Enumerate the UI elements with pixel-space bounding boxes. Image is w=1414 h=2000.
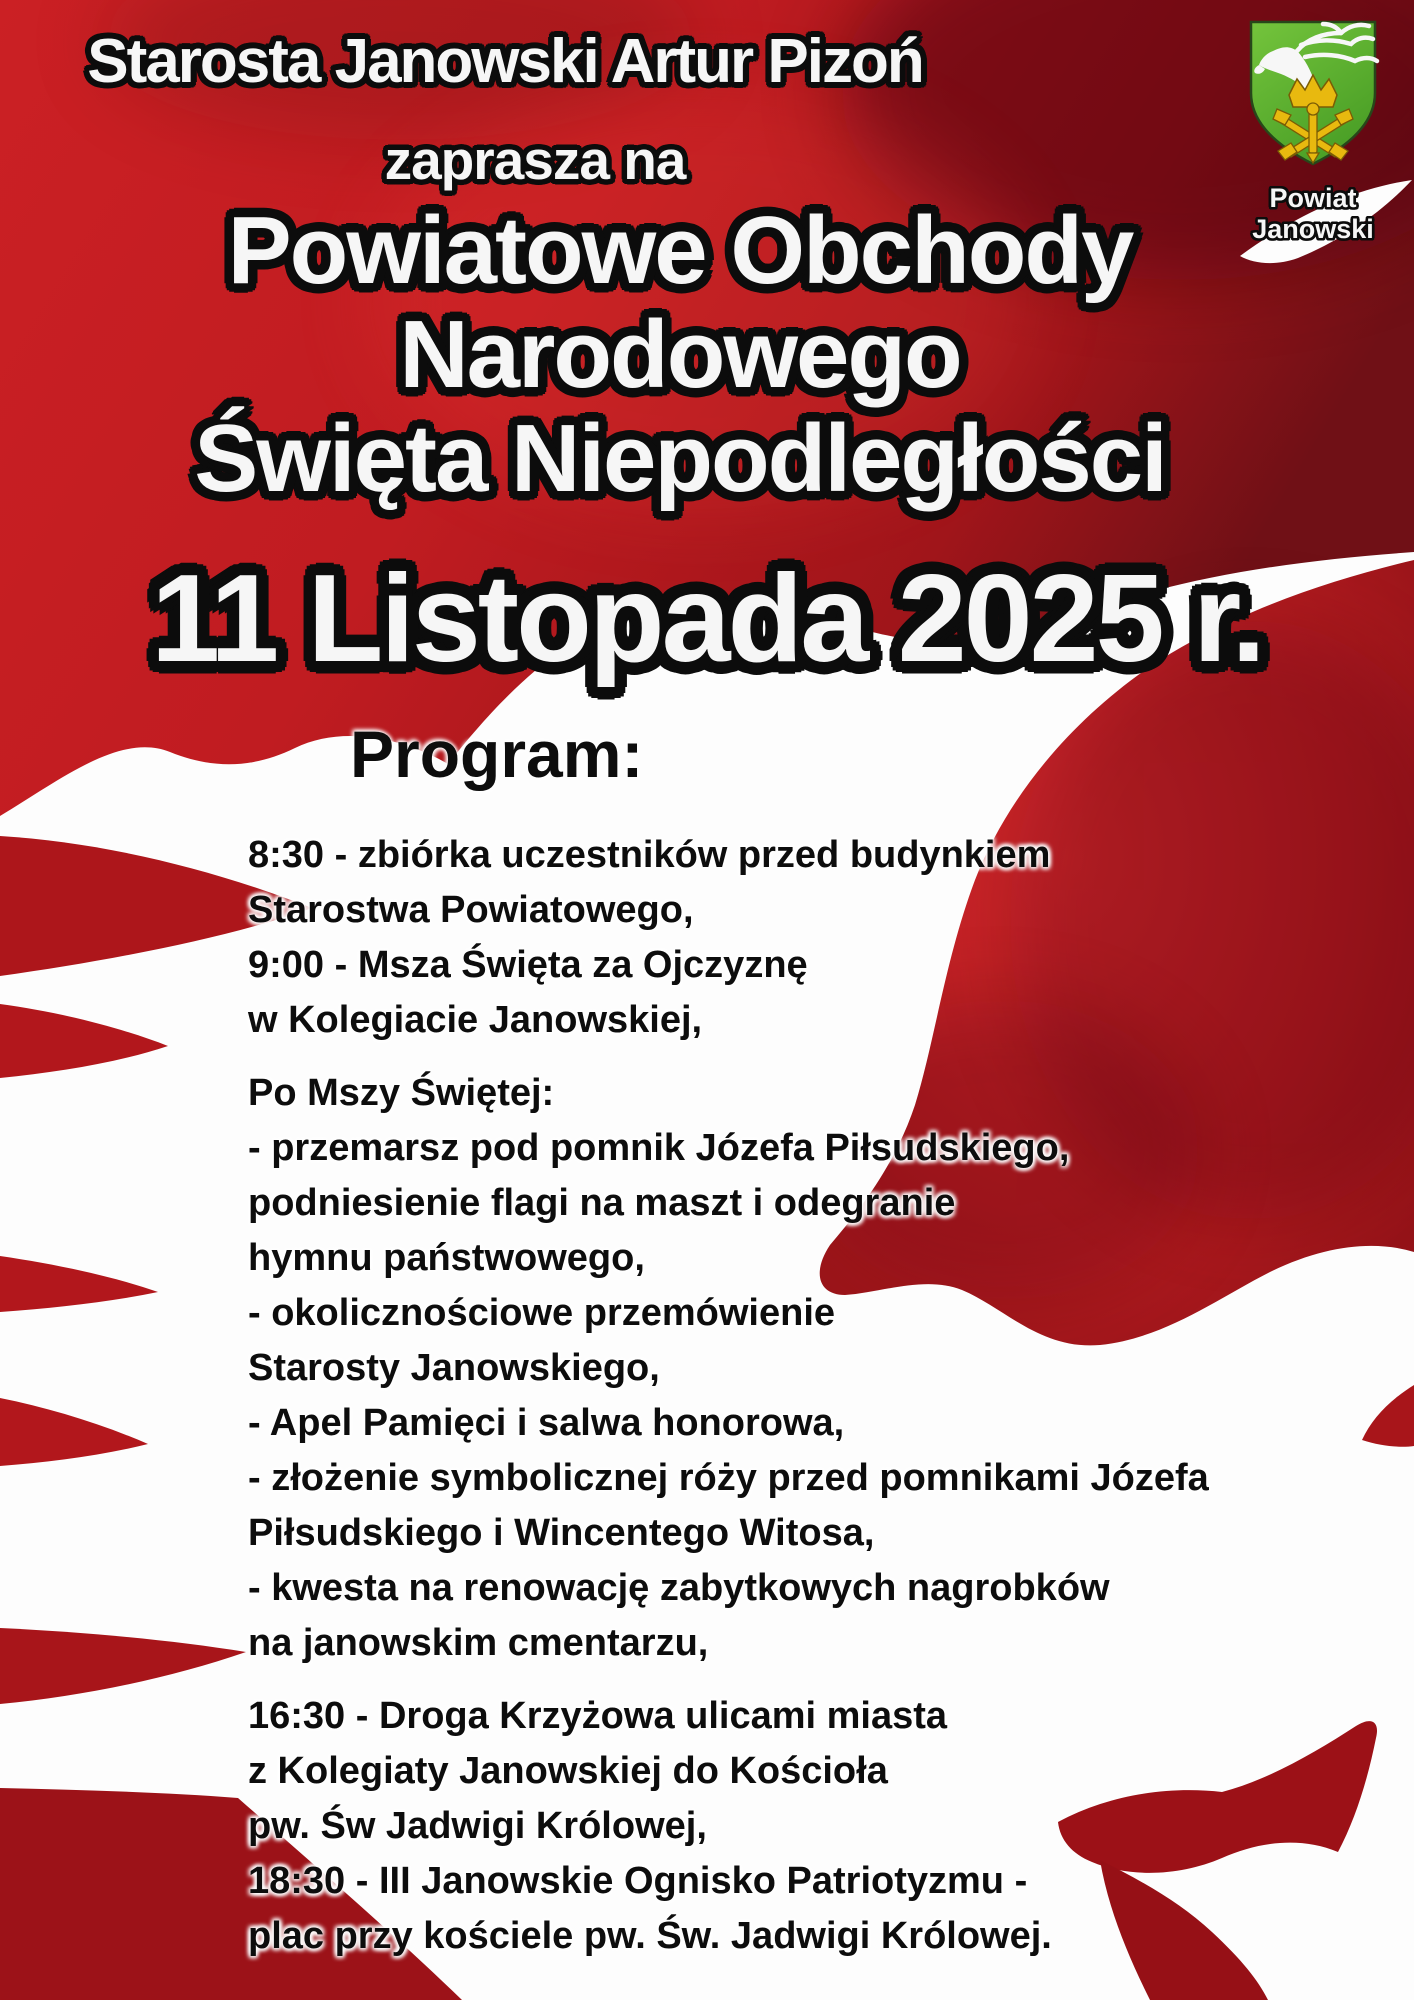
program-line: podniesienie flagi na maszt i odegranie	[248, 1182, 956, 1224]
program-line: 8:30 - zbiórka uczestników przed budynkiem	[248, 834, 1051, 876]
program-line: w Kolegiacie Janowskiej,	[248, 999, 703, 1041]
title-line-3: Święta Niepodległości	[194, 405, 1166, 512]
program-line: 16:30 - Droga Krzyżowa ulicami miasta	[248, 1695, 948, 1737]
invite-line: zaprasza na	[384, 129, 686, 191]
county-logo	[1212, 16, 1414, 245]
program-block-after-mass	[248, 1066, 1209, 1671]
program-line: Piłsudskiego i Wincentego Witosa,	[248, 1512, 875, 1554]
crown-icon	[1289, 75, 1337, 107]
program-line: 18:30 - III Janowskie Ognisko Patriotyzmu -	[248, 1860, 1028, 1902]
program-block-morning	[248, 828, 1209, 1048]
program-line: - okolicznościowe przemówienie	[248, 1292, 836, 1334]
program-line: hymnu państwowego,	[248, 1237, 645, 1279]
date-line: 11 Listopada 2025 r.	[151, 550, 1263, 688]
title-line-2: Narodowego	[399, 301, 961, 408]
program-schedule	[248, 828, 1209, 1982]
program-line: Starosty Janowskiego,	[248, 1347, 660, 1389]
program-line: z Kolegiaty Janowskiej do Kościoła	[248, 1750, 888, 1792]
program-line: plac przy kościele pw. Św. Jadwigi Królowej.	[248, 1915, 1052, 1957]
program-line: - kwesta na renowację zabytkowych nagrobków	[248, 1567, 1110, 1609]
title-line-1: Powiatowe Obchody	[227, 197, 1133, 304]
program-line: - Apel Pamięci i salwa honorowa,	[248, 1402, 845, 1444]
program-line: - przemarsz pod pomnik Józefa Piłsudskiego,	[248, 1127, 1070, 1169]
program-line: - złożenie symbolicznej róży przed pomnikami Józefa	[248, 1457, 1209, 1499]
logo-caption: Powiat Janowski	[1252, 183, 1374, 244]
program-line: pw. Św Jadwigi Królowej,	[248, 1805, 707, 1847]
program-line: na janowskim cmentarzu,	[248, 1622, 709, 1664]
program-block-evening	[248, 1689, 1209, 1964]
program-line: 9:00 - Msza Święta za Ojczyznę	[248, 944, 808, 986]
program-line: Po Mszy Świętej:	[248, 1072, 555, 1114]
header-line1: Starosta Janowski Artur Pizoń	[87, 27, 923, 96]
program-line: Starostwa Powiatowego,	[248, 889, 694, 931]
coat-of-arms-icon	[1243, 16, 1383, 168]
program-heading: Program:	[350, 717, 644, 791]
